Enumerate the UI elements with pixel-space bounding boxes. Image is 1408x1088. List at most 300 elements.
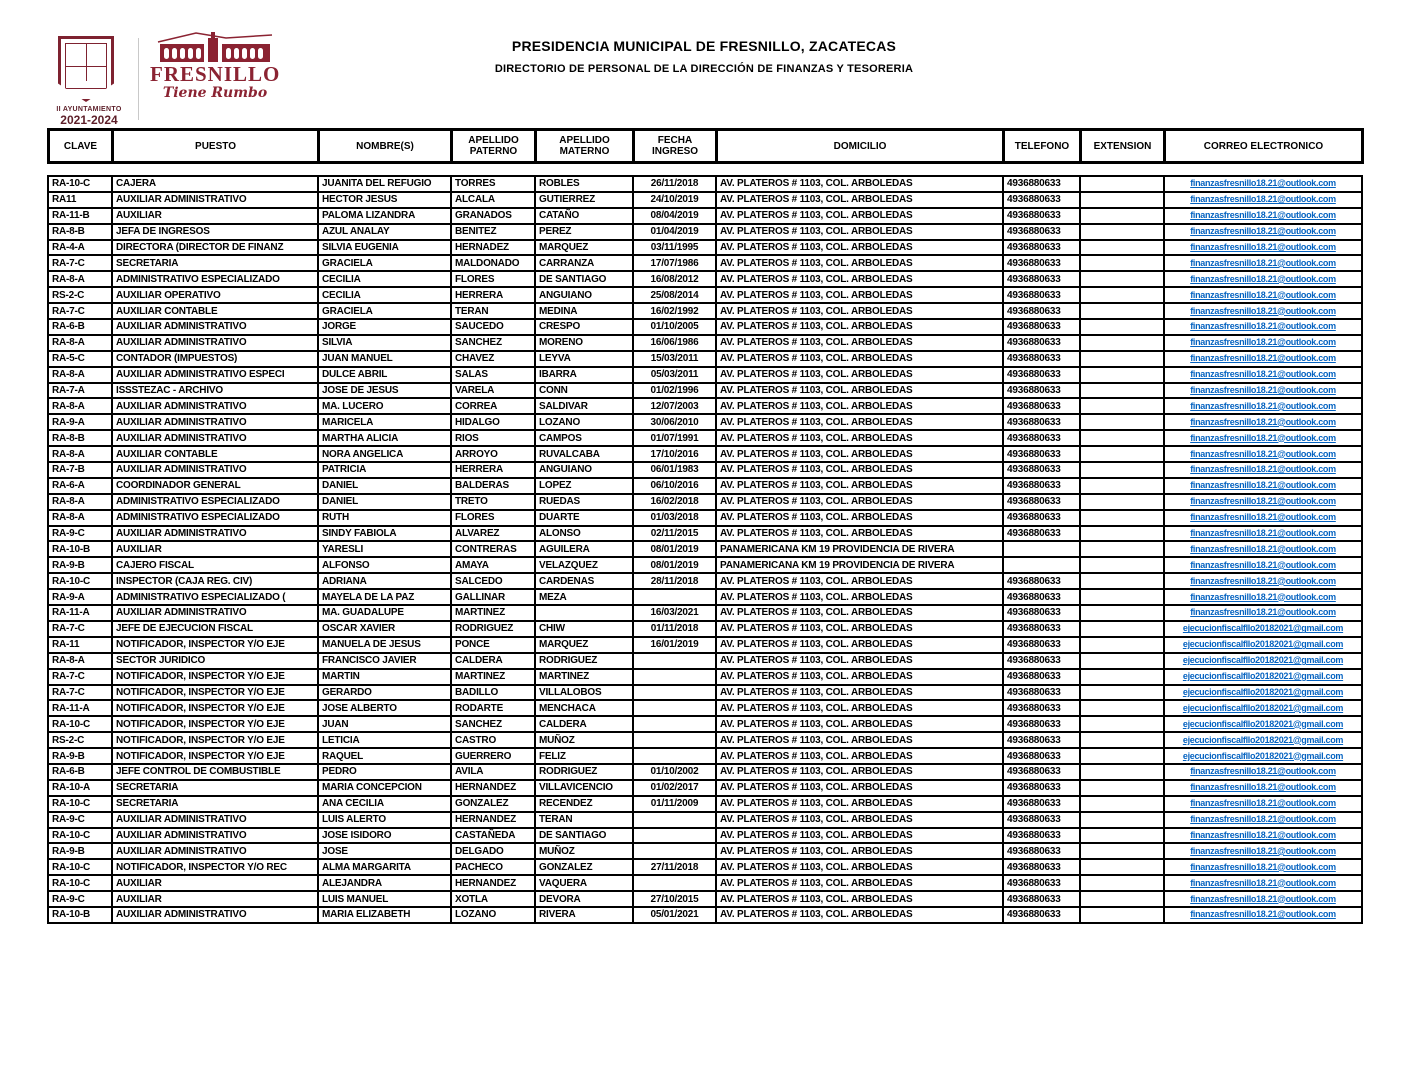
- cell-materno: DEVORA: [535, 891, 633, 907]
- cell-fecha: [633, 812, 716, 828]
- cell-fecha: 16/03/2021: [633, 605, 716, 621]
- cell-materno: GONZALEZ: [535, 859, 633, 875]
- email-link[interactable]: ejecucionfiscalfllo20182021@gmail.com: [1182, 671, 1344, 682]
- cell-puesto: AUXILIAR ADMINISTRATIVO: [112, 812, 318, 828]
- cell-extension: [1080, 796, 1164, 812]
- cell-extension: [1080, 176, 1164, 192]
- email-link[interactable]: finanzasfresnillo18.21@outlook.com: [1190, 798, 1336, 809]
- cell-correo: [1164, 732, 1362, 748]
- cell-extension: [1080, 303, 1164, 319]
- cell-paterno: CORREA: [451, 398, 535, 414]
- cell-correo: [1164, 351, 1362, 367]
- cell-clave: RA-8-B: [48, 430, 112, 446]
- cell-puesto: ADMINISTRATIVO ESPECIALIZADO: [112, 510, 318, 526]
- cell-telefono: 4936880633: [1003, 224, 1080, 240]
- email-link[interactable]: ejecucionfiscalfllo20182021@gmail.com: [1182, 686, 1344, 697]
- cell-extension: [1080, 240, 1164, 256]
- cell-fecha: 16/08/2012: [633, 271, 716, 287]
- cell-telefono: 4936880633: [1003, 510, 1080, 526]
- cell-puesto: AUXILIAR: [112, 541, 318, 557]
- email-link[interactable]: finanzasfresnillo18.21@outlook.com: [1190, 512, 1336, 523]
- cell-extension: [1080, 494, 1164, 510]
- cell-domicilio: AV. PLATEROS # 1103, COL. ARBOLEDAS: [716, 573, 1003, 589]
- email-link[interactable]: ejecucionfiscalfllo20182021@gmail.com: [1182, 639, 1344, 650]
- cell-clave: RA-9-C: [48, 812, 112, 828]
- cell-clave: RA-7-C: [48, 685, 112, 701]
- cell-domicilio: AV. PLATEROS # 1103, COL. ARBOLEDAS: [716, 335, 1003, 351]
- email-link[interactable]: finanzasfresnillo18.21@outlook.com: [1190, 210, 1336, 221]
- cell-paterno: CASTAÑEDA: [451, 828, 535, 844]
- cell-telefono: 4936880633: [1003, 526, 1080, 542]
- cell-paterno: SANCHEZ: [451, 335, 535, 351]
- email-link[interactable]: finanzasfresnillo18.21@outlook.com: [1190, 528, 1336, 539]
- cell-fecha: [633, 589, 716, 605]
- table-row: [48, 605, 1362, 621]
- cell-domicilio: AV. PLATEROS # 1103, COL. ARBOLEDAS: [716, 685, 1003, 701]
- cell-correo: [1164, 780, 1362, 796]
- table-row: [48, 621, 1362, 637]
- cell-puesto: AUXILIAR ADMINISTRATIVO ESPECI: [112, 367, 318, 383]
- cell-telefono: 4936880633: [1003, 780, 1080, 796]
- cell-fecha: 08/01/2019: [633, 557, 716, 573]
- cell-clave: RA-9-B: [48, 748, 112, 764]
- cell-domicilio: AV. PLATEROS # 1103, COL. ARBOLEDAS: [716, 414, 1003, 430]
- cell-telefono: 4936880633: [1003, 764, 1080, 780]
- cell-clave: RA-11-B: [48, 208, 112, 224]
- cell-materno: VAQUERA: [535, 875, 633, 891]
- cell-materno: VILLAVICENCIO: [535, 780, 633, 796]
- cell-extension: [1080, 526, 1164, 542]
- cell-paterno: FLORES: [451, 510, 535, 526]
- cell-materno: PEREZ: [535, 224, 633, 240]
- cell-correo: [1164, 843, 1362, 859]
- cell-fecha: 01/02/2017: [633, 780, 716, 796]
- cell-extension: [1080, 271, 1164, 287]
- cell-clave: RA-9-A: [48, 414, 112, 430]
- cell-clave: RA-7-C: [48, 255, 112, 271]
- email-link[interactable]: finanzasfresnillo18.21@outlook.com: [1190, 861, 1336, 872]
- cell-fecha: 15/03/2011: [633, 351, 716, 367]
- cell-extension: [1080, 653, 1164, 669]
- table-row: [48, 240, 1362, 256]
- cell-telefono: 4936880633: [1003, 446, 1080, 462]
- cell-nombre: MARTIN: [318, 669, 451, 685]
- cell-extension: [1080, 605, 1164, 621]
- cell-nombre: ALFONSO: [318, 557, 451, 573]
- cell-correo: [1164, 287, 1362, 303]
- cell-correo: [1164, 907, 1362, 923]
- cell-extension: [1080, 224, 1164, 240]
- email-link[interactable]: finanzasfresnillo18.21@outlook.com: [1190, 766, 1336, 777]
- cell-telefono: 4936880633: [1003, 271, 1080, 287]
- cell-correo: [1164, 716, 1362, 732]
- cell-correo: [1164, 208, 1362, 224]
- cell-correo: [1164, 637, 1362, 653]
- email-link[interactable]: finanzasfresnillo18.21@outlook.com: [1190, 607, 1336, 618]
- cell-clave: RA-9-C: [48, 891, 112, 907]
- cell-nombre: JOSE ALBERTO: [318, 700, 451, 716]
- cell-domicilio: AV. PLATEROS # 1103, COL. ARBOLEDAS: [716, 526, 1003, 542]
- cell-clave: RA-8-A: [48, 494, 112, 510]
- email-link[interactable]: finanzasfresnillo18.21@outlook.com: [1190, 464, 1336, 475]
- cell-domicilio: AV. PLATEROS # 1103, COL. ARBOLEDAS: [716, 192, 1003, 208]
- cell-correo: [1164, 494, 1362, 510]
- email-link[interactable]: finanzasfresnillo18.21@outlook.com: [1190, 591, 1336, 602]
- table-row: [48, 764, 1362, 780]
- email-link[interactable]: finanzasfresnillo18.21@outlook.com: [1190, 909, 1336, 920]
- cell-telefono: 4936880633: [1003, 812, 1080, 828]
- cell-paterno: CHAVEZ: [451, 351, 535, 367]
- cell-puesto: AUXILIAR ADMINISTRATIVO: [112, 192, 318, 208]
- cell-materno: RODRIGUEZ: [535, 653, 633, 669]
- cell-nombre: JUANITA DEL REFUGIO: [318, 176, 451, 192]
- column-header-telefono: TELEFONO: [1004, 130, 1081, 163]
- cell-clave: RA-10-C: [48, 176, 112, 192]
- cell-puesto: INSPECTOR (CAJA REG. CIV): [112, 573, 318, 589]
- cell-fecha: [633, 700, 716, 716]
- cell-materno: RUVALCABA: [535, 446, 633, 462]
- cell-materno: MUÑOZ: [535, 732, 633, 748]
- cell-materno: CONN: [535, 383, 633, 399]
- cell-extension: [1080, 637, 1164, 653]
- cell-telefono: 4936880633: [1003, 907, 1080, 923]
- cell-paterno: TORRES: [451, 176, 535, 192]
- table-row: [48, 828, 1362, 844]
- cell-nombre: MARICELA: [318, 414, 451, 430]
- email-link[interactable]: finanzasfresnillo18.21@outlook.com: [1190, 369, 1336, 380]
- cell-paterno: HERNADEZ: [451, 240, 535, 256]
- cell-nombre: LETICIA: [318, 732, 451, 748]
- cell-telefono: 4936880633: [1003, 859, 1080, 875]
- cell-fecha: 24/10/2019: [633, 192, 716, 208]
- cell-domicilio: AV. PLATEROS # 1103, COL. ARBOLEDAS: [716, 589, 1003, 605]
- cell-fecha: 01/11/2009: [633, 796, 716, 812]
- table-row: [48, 589, 1362, 605]
- email-link[interactable]: finanzasfresnillo18.21@outlook.com: [1190, 257, 1336, 268]
- cell-paterno: PONCE: [451, 637, 535, 653]
- cell-clave: RA-10-C: [48, 716, 112, 732]
- cell-puesto: ADMINISTRATIVO ESPECIALIZADO: [112, 271, 318, 287]
- cell-clave: RA-10-B: [48, 907, 112, 923]
- cell-extension: [1080, 859, 1164, 875]
- cell-correo: [1164, 478, 1362, 494]
- cell-telefono: 4936880633: [1003, 494, 1080, 510]
- cell-paterno: LOZANO: [451, 907, 535, 923]
- cell-extension: [1080, 573, 1164, 589]
- email-link[interactable]: finanzasfresnillo18.21@outlook.com: [1190, 448, 1336, 459]
- cell-puesto: AUXILIAR ADMINISTRATIVO: [112, 605, 318, 621]
- cell-nombre: FRANCISCO JAVIER: [318, 653, 451, 669]
- cell-domicilio: AV. PLATEROS # 1103, COL. ARBOLEDAS: [716, 351, 1003, 367]
- cell-paterno: BALDERAS: [451, 478, 535, 494]
- table-row: [48, 383, 1362, 399]
- cell-materno: CARRANZA: [535, 255, 633, 271]
- cell-nombre: GERARDO: [318, 685, 451, 701]
- cell-nombre: ALMA MARGARITA: [318, 859, 451, 875]
- cell-correo: [1164, 510, 1362, 526]
- email-link[interactable]: finanzasfresnillo18.21@outlook.com: [1190, 416, 1336, 427]
- cell-paterno: GUERRERO: [451, 748, 535, 764]
- cell-fecha: [633, 653, 716, 669]
- cell-paterno: BENITEZ: [451, 224, 535, 240]
- cell-materno: [535, 605, 633, 621]
- email-link[interactable]: finanzasfresnillo18.21@outlook.com: [1190, 194, 1336, 205]
- cell-telefono: 4936880633: [1003, 796, 1080, 812]
- personnel-table: [47, 175, 1363, 924]
- cell-domicilio: AV. PLATEROS # 1103, COL. ARBOLEDAS: [716, 240, 1003, 256]
- cell-clave: RS-2-C: [48, 287, 112, 303]
- email-link[interactable]: finanzasfresnillo18.21@outlook.com: [1190, 575, 1336, 586]
- cell-nombre: NORA ANGELICA: [318, 446, 451, 462]
- email-link[interactable]: finanzasfresnillo18.21@outlook.com: [1190, 226, 1336, 237]
- email-link[interactable]: finanzasfresnillo18.21@outlook.com: [1190, 845, 1336, 856]
- cell-extension: [1080, 478, 1164, 494]
- cell-telefono: 4936880633: [1003, 367, 1080, 383]
- table-row: [48, 287, 1362, 303]
- cell-extension: [1080, 621, 1164, 637]
- email-link[interactable]: finanzasfresnillo18.21@outlook.com: [1190, 178, 1336, 189]
- table-row: [48, 351, 1362, 367]
- email-link[interactable]: finanzasfresnillo18.21@outlook.com: [1190, 559, 1336, 570]
- table-row: [48, 192, 1362, 208]
- cell-telefono: 4936880633: [1003, 605, 1080, 621]
- table-row: [48, 510, 1362, 526]
- cell-extension: [1080, 812, 1164, 828]
- cell-telefono: 4936880633: [1003, 398, 1080, 414]
- table-row: [48, 653, 1362, 669]
- cell-domicilio: AV. PLATEROS # 1103, COL. ARBOLEDAS: [716, 700, 1003, 716]
- email-link[interactable]: ejecucionfiscalfllo20182021@gmail.com: [1182, 718, 1344, 729]
- cell-fecha: [633, 685, 716, 701]
- column-header-correo: CORREO ELECTRONICO: [1165, 130, 1363, 163]
- table-row: [48, 446, 1362, 462]
- cell-nombre: MANUELA DE JESUS: [318, 637, 451, 653]
- cell-telefono: 4936880633: [1003, 685, 1080, 701]
- cell-nombre: DANIEL: [318, 478, 451, 494]
- cell-puesto: AUXILIAR ADMINISTRATIVO: [112, 907, 318, 923]
- cell-correo: [1164, 383, 1362, 399]
- cell-correo: [1164, 367, 1362, 383]
- cell-nombre: ALEJANDRA: [318, 875, 451, 891]
- letterhead: [0, 0, 1408, 125]
- cell-puesto: SECTOR JURIDICO: [112, 653, 318, 669]
- cell-extension: [1080, 430, 1164, 446]
- cell-puesto: AUXILIAR: [112, 875, 318, 891]
- cell-puesto: JEFE CONTROL DE COMBUSTIBLE: [112, 764, 318, 780]
- cell-puesto: AUXILIAR ADMINISTRATIVO: [112, 828, 318, 844]
- cell-extension: [1080, 764, 1164, 780]
- email-link[interactable]: finanzasfresnillo18.21@outlook.com: [1190, 432, 1336, 443]
- cell-correo: [1164, 224, 1362, 240]
- column-header-apellido-paterno: APELLIDO PATERNO: [452, 130, 536, 163]
- cell-domicilio: AV. PLATEROS # 1103, COL. ARBOLEDAS: [716, 494, 1003, 510]
- personnel-directory: [47, 128, 1363, 924]
- cell-materno: MEDINA: [535, 303, 633, 319]
- cell-telefono: 4936880633: [1003, 589, 1080, 605]
- cell-fecha: 01/07/1991: [633, 430, 716, 446]
- ayuntamiento-line1: II AYUNTAMIENTO: [56, 106, 122, 113]
- email-link[interactable]: finanzasfresnillo18.21@outlook.com: [1190, 289, 1336, 300]
- cell-telefono: 4936880633: [1003, 240, 1080, 256]
- cell-domicilio: AV. PLATEROS # 1103, COL. ARBOLEDAS: [716, 478, 1003, 494]
- email-link[interactable]: ejecucionfiscalfllo20182021@gmail.com: [1182, 702, 1344, 713]
- cell-materno: MEZA: [535, 589, 633, 605]
- cell-extension: [1080, 287, 1164, 303]
- cell-extension: [1080, 446, 1164, 462]
- cell-nombre: HECTOR JESUS: [318, 192, 451, 208]
- cell-puesto: SECRETARIA: [112, 780, 318, 796]
- cell-telefono: 4936880633: [1003, 700, 1080, 716]
- cell-paterno: CONTRERAS: [451, 541, 535, 557]
- cell-correo: [1164, 430, 1362, 446]
- cell-clave: RA-10-C: [48, 859, 112, 875]
- cell-materno: ALONSO: [535, 526, 633, 542]
- cell-clave: RA-7-C: [48, 669, 112, 685]
- cell-domicilio: AV. PLATEROS # 1103, COL. ARBOLEDAS: [716, 303, 1003, 319]
- cell-paterno: HIDALGO: [451, 414, 535, 430]
- table-row: [48, 494, 1362, 510]
- email-link[interactable]: finanzasfresnillo18.21@outlook.com: [1190, 829, 1336, 840]
- email-link[interactable]: finanzasfresnillo18.21@outlook.com: [1190, 782, 1336, 793]
- cell-materno: DE SANTIAGO: [535, 828, 633, 844]
- table-row: [48, 700, 1362, 716]
- cell-clave: RA-10-C: [48, 573, 112, 589]
- table-row: [48, 462, 1362, 478]
- cell-nombre: OSCAR XAVIER: [318, 621, 451, 637]
- cell-extension: [1080, 462, 1164, 478]
- cell-correo: [1164, 796, 1362, 812]
- cell-puesto: CONTADOR (IMPUESTOS): [112, 351, 318, 367]
- email-link[interactable]: finanzasfresnillo18.21@outlook.com: [1190, 242, 1336, 252]
- cell-extension: [1080, 875, 1164, 891]
- cell-materno: SALDIVAR: [535, 398, 633, 414]
- cell-correo: [1164, 176, 1362, 192]
- email-link[interactable]: finanzasfresnillo18.21@outlook.com: [1190, 877, 1336, 888]
- email-link[interactable]: finanzasfresnillo18.21@outlook.com: [1190, 305, 1336, 316]
- cell-nombre: PALOMA LIZANDRA: [318, 208, 451, 224]
- cell-materno: CRESPO: [535, 319, 633, 335]
- email-link[interactable]: finanzasfresnillo18.21@outlook.com: [1190, 543, 1336, 554]
- cell-telefono: 4936880633: [1003, 843, 1080, 859]
- cell-nombre: GRACIELA: [318, 255, 451, 271]
- cell-correo: [1164, 764, 1362, 780]
- cell-domicilio: AV. PLATEROS # 1103, COL. ARBOLEDAS: [716, 828, 1003, 844]
- cell-paterno: HERNANDEZ: [451, 812, 535, 828]
- cell-domicilio: AV. PLATEROS # 1103, COL. ARBOLEDAS: [716, 748, 1003, 764]
- cell-fecha: 06/10/2016: [633, 478, 716, 494]
- cell-domicilio: AV. PLATEROS # 1103, COL. ARBOLEDAS: [716, 605, 1003, 621]
- cell-paterno: XOTLA: [451, 891, 535, 907]
- cell-telefono: 4936880633: [1003, 875, 1080, 891]
- cell-nombre: AZUL ANALAY: [318, 224, 451, 240]
- email-link[interactable]: finanzasfresnillo18.21@outlook.com: [1190, 337, 1336, 348]
- email-link[interactable]: ejecucionfiscalfllo20182021@gmail.com: [1182, 734, 1344, 745]
- header-table: [47, 128, 1364, 164]
- cell-telefono: 4936880633: [1003, 621, 1080, 637]
- email-link[interactable]: finanzasfresnillo18.21@outlook.com: [1190, 321, 1336, 332]
- cell-fecha: [633, 748, 716, 764]
- cell-nombre: JORGE: [318, 319, 451, 335]
- cell-domicilio: AV. PLATEROS # 1103, COL. ARBOLEDAS: [716, 780, 1003, 796]
- cell-paterno: TERAN: [451, 303, 535, 319]
- cell-domicilio: AV. PLATEROS # 1103, COL. ARBOLEDAS: [716, 398, 1003, 414]
- cell-materno: LEYVA: [535, 351, 633, 367]
- email-link[interactable]: ejecucionfiscalfllo20182021@gmail.com: [1182, 623, 1344, 634]
- cell-puesto: NOTIFICADOR, INSPECTOR Y/O EJE: [112, 637, 318, 653]
- cell-extension: [1080, 398, 1164, 414]
- cell-correo: [1164, 192, 1362, 208]
- cell-paterno: SALCEDO: [451, 573, 535, 589]
- cell-puesto: ISSSTEZAC - ARCHIVO: [112, 383, 318, 399]
- email-link[interactable]: finanzasfresnillo18.21@outlook.com: [1190, 893, 1336, 904]
- email-link[interactable]: finanzasfresnillo18.21@outlook.com: [1190, 480, 1336, 491]
- cell-domicilio: AV. PLATEROS # 1103, COL. ARBOLEDAS: [716, 843, 1003, 859]
- cell-clave: RA-8-A: [48, 446, 112, 462]
- cell-extension: [1080, 335, 1164, 351]
- cell-puesto: AUXILIAR ADMINISTRATIVO: [112, 319, 318, 335]
- cell-materno: DE SANTIAGO: [535, 271, 633, 287]
- cell-nombre: LUIS MANUEL: [318, 891, 451, 907]
- cell-correo: [1164, 271, 1362, 287]
- cell-extension: [1080, 383, 1164, 399]
- header-row: [49, 130, 1363, 163]
- cell-telefono: 4936880633: [1003, 335, 1080, 351]
- email-link[interactable]: ejecucionfiscalfllo20182021@gmail.com: [1182, 750, 1344, 761]
- email-link[interactable]: finanzasfresnillo18.21@outlook.com: [1190, 814, 1336, 825]
- cell-correo: [1164, 319, 1362, 335]
- column-header-domicilio: DOMICILIO: [717, 130, 1004, 163]
- cell-domicilio: AV. PLATEROS # 1103, COL. ARBOLEDAS: [716, 812, 1003, 828]
- cell-materno: VILLALOBOS: [535, 685, 633, 701]
- cell-puesto: NOTIFICADOR, INSPECTOR Y/O EJE: [112, 700, 318, 716]
- email-link[interactable]: finanzasfresnillo18.21@outlook.com: [1190, 400, 1336, 411]
- email-link[interactable]: finanzasfresnillo18.21@outlook.com: [1190, 353, 1336, 364]
- table-row: [48, 780, 1362, 796]
- cell-puesto: AUXILIAR ADMINISTRATIVO: [112, 335, 318, 351]
- cell-puesto: NOTIFICADOR, INSPECTOR Y/O EJE: [112, 685, 318, 701]
- table-row: [48, 907, 1362, 923]
- cell-puesto: AUXILIAR: [112, 208, 318, 224]
- cell-clave: RA-8-A: [48, 510, 112, 526]
- email-link[interactable]: finanzasfresnillo18.21@outlook.com: [1190, 385, 1336, 396]
- cell-puesto: DIRECTORA (DIRECTOR DE FINANZ: [112, 240, 318, 256]
- cell-nombre: JUAN: [318, 716, 451, 732]
- cell-puesto: AUXILIAR CONTABLE: [112, 446, 318, 462]
- table-row: [48, 271, 1362, 287]
- cell-telefono: 4936880633: [1003, 462, 1080, 478]
- cell-fecha: [633, 669, 716, 685]
- cell-extension: [1080, 669, 1164, 685]
- page-title: PRESIDENCIA MUNICIPAL DE FRESNILLO, ZACATECAS: [511, 38, 897, 54]
- cell-paterno: ALVAREZ: [451, 526, 535, 542]
- cell-domicilio: AV. PLATEROS # 1103, COL. ARBOLEDAS: [716, 287, 1003, 303]
- email-link[interactable]: ejecucionfiscalfllo20182021@gmail.com: [1182, 655, 1344, 666]
- cell-extension: [1080, 255, 1164, 271]
- email-link[interactable]: finanzasfresnillo18.21@outlook.com: [1190, 496, 1336, 507]
- email-link[interactable]: finanzasfresnillo18.21@outlook.com: [1190, 273, 1336, 284]
- cell-fecha: 01/03/2018: [633, 510, 716, 526]
- table-row: [48, 732, 1362, 748]
- cell-nombre: SILVIA EUGENIA: [318, 240, 451, 256]
- cell-telefono: 4936880633: [1003, 255, 1080, 271]
- cell-domicilio: AV. PLATEROS # 1103, COL. ARBOLEDAS: [716, 176, 1003, 192]
- cell-nombre: JUAN MANUEL: [318, 351, 451, 367]
- cell-domicilio: AV. PLATEROS # 1103, COL. ARBOLEDAS: [716, 669, 1003, 685]
- cell-clave: RA-7-C: [48, 303, 112, 319]
- cell-nombre: MARTHA ALICIA: [318, 430, 451, 446]
- table-row: [48, 224, 1362, 240]
- table-row: [48, 478, 1362, 494]
